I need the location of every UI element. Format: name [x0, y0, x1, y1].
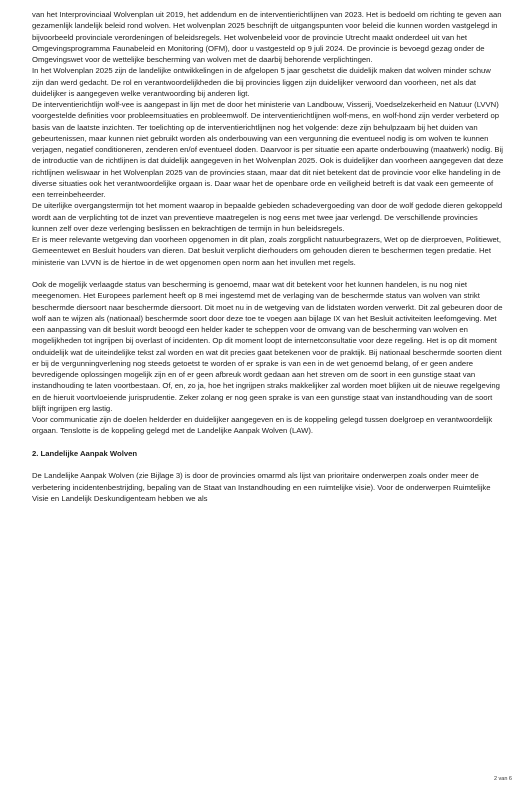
body-paragraph: Ook de mogelijk verlaagde status van bescherming is genoemd, maar wat dit betekent voor het kunnen handelen, is nu nog niet meegenomen. Het Europees parlement heeft op 8 mei ingestemd met de verlaging van de beschermde status van wolven van strikt beschermde diersoort naar beschermde diersoort. Dit moet nu in de wetgeving van de lidstaten worden verwerkt. Dit zal gebeuren door de wolf aan te wijzen als (nationaal) beschermde soort door deze toe te voegen aan bijlage IX van het Besluit activiteiten leefomgeving. Met een aanpassing van dit besluit wordt beoogd een helder kader te scheppen voor de omvang van de bescherming van wolven en mogelijkheden tot ingrijpen bij overlast of incidenten. Op dit moment loopt de internetconsultatie voor deze regeling. Het is op dit moment onduidelijk wat de uiteindelijke tekst zal worden en wat dit precies gaat betekenen voor de praktijk. Bij nationaal beschermde soorten dient er bij de vergunningverlening nog steeds getoetst te worden of er sprake is van een in de wet genoemd belang, of er geen andere bevredigende oplossingen mogelijk zijn en of er geen afbreuk wordt gedaan aan het streven om de soort in een gunstige staat van instandhouding te laten voortbestaan. Of, en, zo ja, hoe het ingrijpen straks makkelijker zal worden moet blijken uit de nieuwe regelgeving en de hieruit voortvloeiende jurisprudentie. Zeker zolang er nog geen sprake is van een gunstige staat van instandhouding van de soort blijft ingrijpen erg lastig.: [32, 280, 503, 413]
paragraph-spacer: [32, 268, 504, 279]
body-paragraph: De interventierichtlijn wolf-vee is aangepast in lijn met de door het ministerie van Landbouw, Visserij, Voedselzekerheid en Natuur (LVVN) voorgestelde definities voor probleemsituaties en probleemwolf. De interventierichtlijnen wolf-mens, en wolf-hond zijn verder verbeterd op basis van de laatste inzichten. Ter toelichting op de interventierichtlijnen nog het volgende: deze zijn behulpzaam bij het duiden van gebeurtenissen, maar kunnen niet gebruikt worden als onderbouwing van een vergunning die eventueel nodig is om wolven te kunnen verjagen, negatief conditioneren, zenderen en/of eventueel doden. Daarvoor is per situatie een aparte onderbouwing (maatwerk) nodig. Bij de introductie van de richtlijnen is dat duidelijk aangegeven in het Wolvenplan 2025. Ook is duidelijker dan voorheen aangegeven dat deze richtlijnen weliswaar in het Wolvenplan 2025 van de provincies staan, maar dat dit niet betekent dat de provincie voor elke handeling in de diverse situaties ook het verantwoordelijke orgaan is. Daar waar het de openbare orde en veiligheid betreft is dat vaak een gemeente of een terreinbeheerder.: [32, 100, 504, 199]
body-paragraph: Er is meer relevante wetgeving dan voorheen opgenomen in dit plan, zoals zorgplicht natuurbegrazers, Wet op de dierproeven, Politiewet, Gemeentewet en Besluit houders van dieren. Dat besluit verplicht dierhouders om gehouden dieren te beschermen tegen predatie. Het ministerie van LVVN is de hiertoe in de wet opgenomen open norm aan het invullen met regels.: [32, 235, 502, 267]
paragraph-spacer: [32, 437, 504, 448]
body-paragraph: van het Interprovinciaal Wolvenplan uit 2019, het addendum en de interventierichtlijnen van 2023. Het is bedoeld om richting te geven aan gezamenlijk landelijk beleid rond wolven. Het wolvenplan 2025 beschrijft de uitgangspunten voor beleid die kunnen worden vastgelegd in bijvoorbeeld provinciale verordeningen of beleidsregels. Het wolvenbeleid voor de provincie Utrecht maakt onderdeel uit van het Omgevingsprogramma Faunabeleid en Monitoring (OFM), door u vastgesteld op 9 juli 2024. De provincie is bevoegd gezag onder de Omgevingswet voor de wettelijke bescherming van wolven met de daarbij behorende verplichtingen.: [32, 10, 502, 64]
document-body: [32, 9, 504, 504]
page-number: 2 van 6: [493, 776, 512, 782]
body-paragraph: In het Wolvenplan 2025 zijn de landelijke ontwikkelingen in de afgelopen 5 jaar geschetst die duidelijk maken dat wolven minder schuw zijn dan werd gedacht. De rol en verantwoordelijkheden die bij provincies liggen zijn duidelijker verwoord dan voorheen, net als dat duidelijker is aangegeven welke verantwoording bij anderen ligt.: [32, 66, 491, 98]
body-paragraph: De uiterlijke overgangstermijn tot het moment waarop in bepaalde gebieden schadevergoeding van door de wolf gedode dieren gekoppeld wordt aan de verplichting tot de inzet van preventieve maatregelen is nog eens met twee jaar verlengd. De verschillende provincies kunnen zelf over deze verlenging beslissen en bekrachtigen de termijn in hun beleidsregels.: [32, 201, 503, 233]
body-paragraph: De Landelijke Aanpak Wolven (zie Bijlage 3) is door de provincies omarmd als lijst van prioritaire onderwerpen zoals onder meer de verbetering incidentenbestrijding, bepaling van de Staat van Instandhouding en een ruimtelijke visie). Voor de onderwerpen Ruimtelijke Visie en Landelijk Deskundigenteam hebben we als: [32, 471, 491, 503]
paragraph-spacer: [32, 459, 504, 470]
section-heading: 2. Landelijke Aanpak Wolven: [32, 448, 138, 458]
body-paragraph: Voor communicatie zijn de doelen helderder en duidelijker aangegeven en is de koppeling gelegd tussen doelgroep en verantwoordelijk orgaan. Tenslotte is de koppeling gelegd met de Landelijke Aanpak Wolven (LAW).: [32, 415, 493, 436]
